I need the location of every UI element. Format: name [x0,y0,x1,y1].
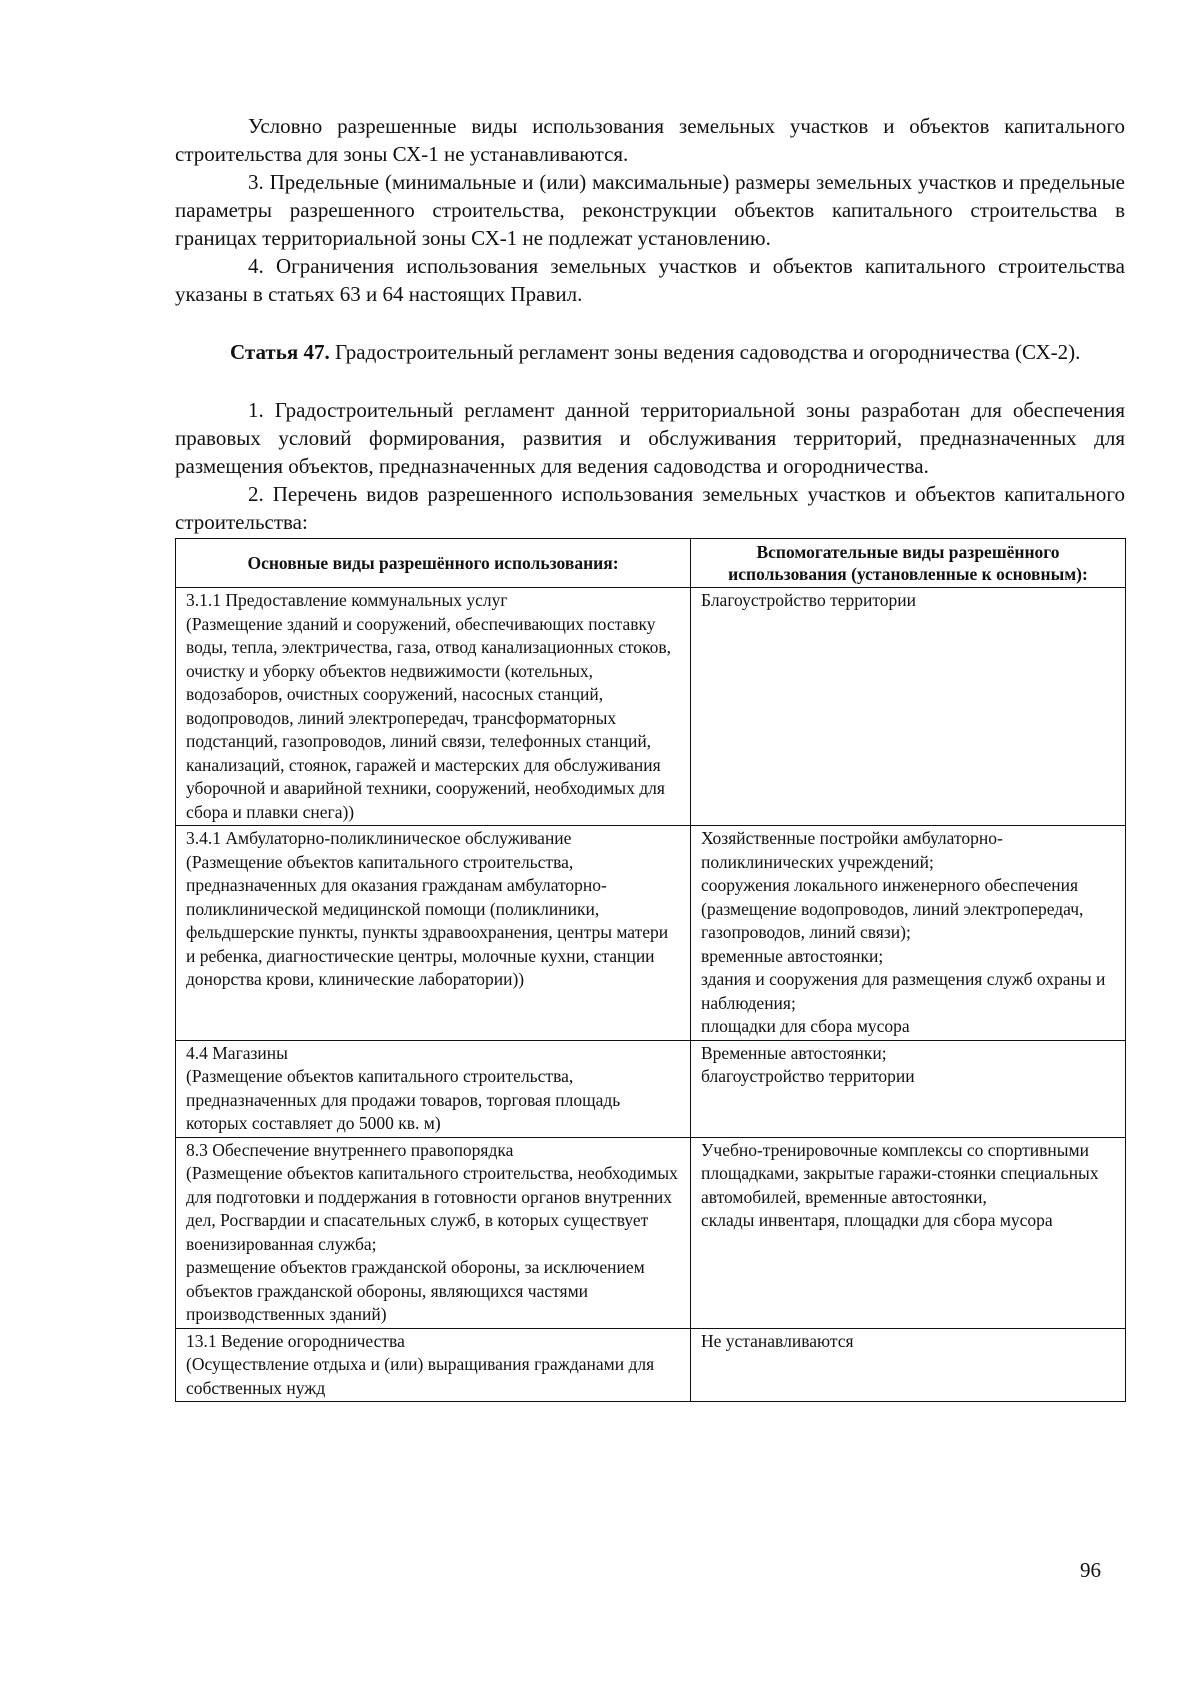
auxiliary-use-cell [691,588,1126,826]
auxiliary-use-cell [691,826,1126,1041]
main-use-cell-line: 8.3 Обеспечение внутреннего правопорядка [186,1139,514,1160]
auxiliary-use-cell [691,1328,1126,1402]
auxiliary-use-cell-line: благоустройство территории [701,1066,915,1086]
spacer [175,308,1125,338]
auxiliary-use-cell-line: Не устанавливаются [701,1330,854,1351]
document-page [175,112,1125,1402]
main-use-cell [176,1137,691,1328]
paragraph-item-4: 4. Ограничения использования земельных участков и объектов капитального строительства указаны в статьях 63 и 64 настоящих Правил. [175,254,1125,306]
main-use-cell-line: 4.4 Магазины [186,1042,288,1063]
main-use-cell-line: 3.1.1 Предоставление коммунальных услуг [186,590,508,610]
main-use-cell-line: (Размещение зданий и сооружений, обеспечивающих поставку воды, тепла, электричества, газа, отвод канализационных стоков, очистку и уборку объектов недвижимости (котельных, водозаборов, очистных сооружений, насосных станций, водопроводов, линий электропередач, трансформаторных подстанций, газопроводов, линий связи, телефонных станций, канализаций, стоянок, гаражей и мастерских для обслуживания уборочной и аварийной техники, сооружений, необходимых для сбора и плавки снега)) [186,613,672,822]
table-header-row [176,539,1126,588]
table-body [176,588,1126,1402]
main-use-cell-line: (Размещение объектов капитального строительства, предназначенных для оказания гражданам амбулаторно-поликлинической медицинской помощи (поликлиники, фельдшерские пункты, пункты здравоохранения, центры матери и ребенка, диагностические центры, молочные кухни, станции донорства крови, клинические лаборатории)) [186,851,669,989]
paragraph-article-item-1: 1. Градостроительный регламент данной территориальной зоны разработан для обеспечения правовых условий формирования, развития и обслуживания территорий, предназначенных для размещения объектов, предназначенных для ведения садоводства и огородничества. [175,398,1125,478]
auxiliary-use-cell-line: склады инвентаря, площадки для сбора мусора [701,1210,1053,1230]
spacer [175,366,1125,396]
paragraph-article-item-2: 2. Перечень видов разрешенного использования земельных участков и объектов капитального строительства: [175,482,1125,534]
article-heading [175,338,1125,366]
header-auxiliary-uses: Вспомогательные виды разрешённого использования (установленные к основным): [691,539,1126,588]
main-use-cell-line: (Размещение объектов капитального строительства, предназначенных для продажи товаров, торговая площадь которых составляет до 5000 кв. м) [186,1066,621,1133]
paragraph-conditional-uses: Условно разрешенные виды использования земельных участков и объектов капитального строительства для зоны СХ-1 не устанавливаются. [175,114,1125,166]
main-use-cell [176,588,691,826]
auxiliary-use-cell-line: Благоустройство территории [701,590,916,610]
main-use-cell-line: (Осуществление отдыха и (или) выращивания гражданами для собственных нужд [186,1354,655,1398]
auxiliary-use-cell [691,1040,1126,1137]
auxiliary-use-cell [691,1137,1126,1328]
page-number: 96 [1080,1558,1101,1582]
main-use-cell [176,826,691,1041]
article-title: Градостроительный регламент зоны ведения садоводства и огородничества (СХ-2). [329,340,1081,364]
table-row [176,1137,1126,1328]
main-use-cell [176,1328,691,1402]
main-use-cell-line: 3.4.1 Амбулаторно-поликлиническое обслуживание [186,828,572,848]
auxiliary-use-cell-line: Хозяйственные постройки амбулаторно-поликлинических учреждений; [701,828,1003,872]
table-row [176,826,1126,1041]
header-main-uses: Основные виды разрешённого использования: [176,539,691,588]
auxiliary-use-cell-line: здания и сооружения для размещения служб охраны и наблюдения; [701,969,1106,1013]
table-row [176,588,1126,826]
table-row [176,1328,1126,1402]
auxiliary-use-cell-line: сооружения локального инженерного обеспечения (размещение водопроводов, линий электропередач, газопроводов, линий связи); [701,875,1084,942]
table-row [176,1040,1126,1137]
auxiliary-use-cell-line: площадки для сбора мусора [701,1016,910,1036]
main-use-cell-line: размещение объектов гражданской обороны, за исключением объектов гражданской обороны, являющихся частями производственных зданий) [186,1257,645,1324]
main-use-cell-line: (Размещение объектов капитального строительства, необходимых для подготовки и поддержания в готовности органов внутренних дел, Росгвардии и спасательных служб, в которых существует военизированная служба; [186,1163,678,1254]
main-use-cell [176,1040,691,1137]
article-number: Статья 47. [230,340,330,364]
paragraph-item-3: 3. Предельные (минимальные и (или) максимальные) размеры земельных участков и предельные параметры разрешенного строительства, реконструкции объектов капитального строительства в границах территориальной зоны СХ-1 не подлежат установлению. [175,170,1125,250]
auxiliary-use-cell-line: временные автостоянки; [701,945,884,966]
main-use-cell-line: 13.1 Ведение огородничества [186,1330,405,1351]
auxiliary-use-cell-line: Временные автостоянки; [701,1042,887,1063]
auxiliary-use-cell-line: Учебно-тренировочные комплексы со спортивными площадками, закрытые гаражи-стоянки специальных автомобилей, временные автостоянки, [701,1139,1099,1207]
permitted-uses-table [175,538,1126,1402]
